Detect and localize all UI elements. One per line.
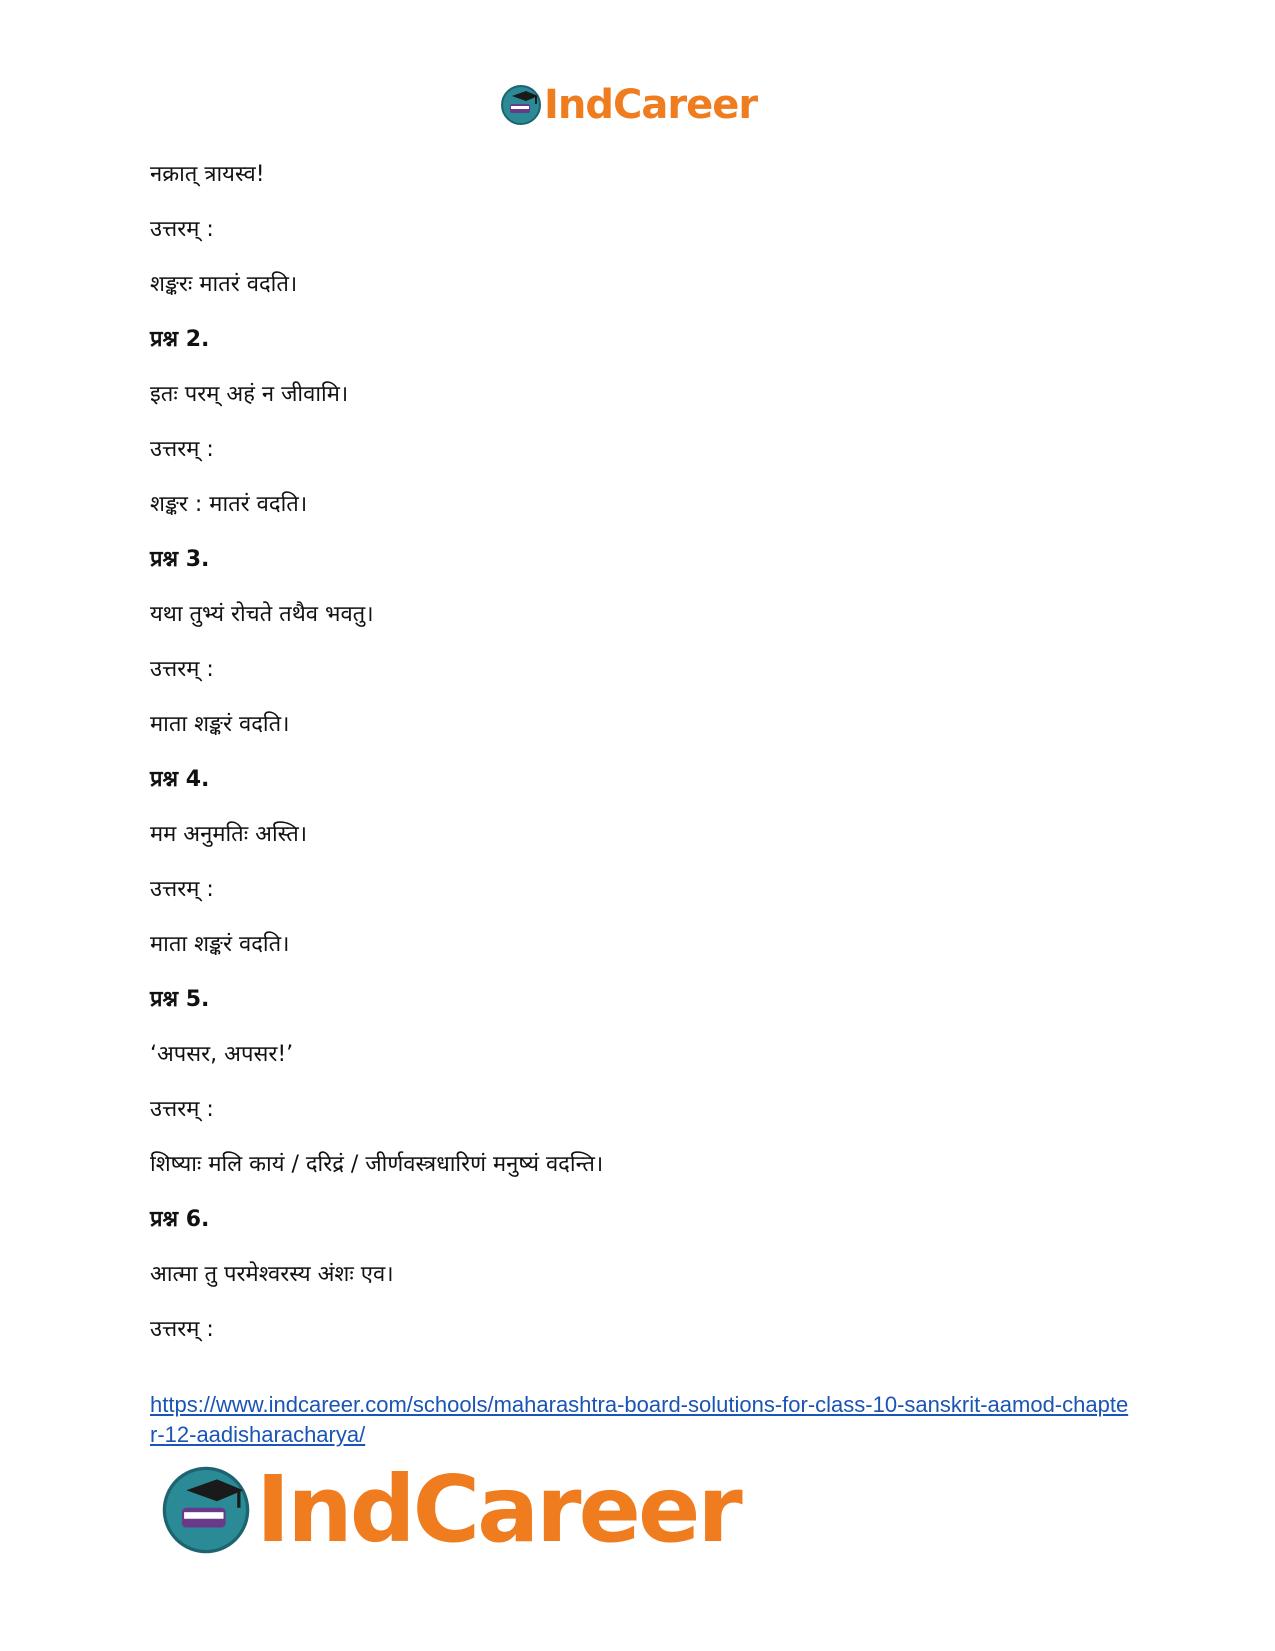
logo-text: IndCareer — [544, 82, 758, 128]
answer-label: उत्तरम् : — [150, 1096, 214, 1122]
question-heading: प्रश्न 5. — [150, 986, 210, 1012]
header-logo — [500, 80, 757, 130]
footer-logo — [160, 1455, 740, 1565]
answer-label: उत्तरम् : — [150, 436, 214, 462]
text-line: मम अनुमतिः अस्ति। — [150, 821, 308, 847]
globe-book-icon — [160, 1464, 252, 1556]
text-line: शङ्कर : मातरं वदति। — [150, 491, 308, 517]
text-line: इतः परम् अहं न जीवामि। — [150, 381, 349, 407]
text-line: शिष्याः मलि कायं / दरिद्रं / जीर्णवस्त्रधारिणं मनुष्यं वदन्ति। — [150, 1151, 604, 1177]
answer-label: उत्तरम् : — [150, 1316, 214, 1342]
answer-label: उत्तरम् : — [150, 876, 214, 902]
text-line: नक्रात् त्रायस्व! — [150, 161, 265, 187]
globe-book-icon — [500, 84, 542, 126]
text-line: आत्मा तु परमेश्वरस्य अंशः एव। — [150, 1261, 394, 1287]
answer-label: उत्तरम् : — [150, 216, 214, 242]
source-link[interactable]: https://www.indcareer.com/schools/maharashtra-board-solutions-for-class-10-sanskrit-aamod-chapter-12-aadisharacharya/ — [150, 1392, 1129, 1447]
question-heading: प्रश्न 3. — [150, 546, 210, 572]
question-heading: प्रश्न 2. — [150, 326, 210, 352]
document-body — [150, 145, 1150, 1355]
question-heading: प्रश्न 4. — [150, 766, 210, 792]
text-line: ‘अपसर, अपसर!’ — [150, 1041, 294, 1067]
question-heading: प्रश्न 6. — [150, 1206, 210, 1232]
text-line: माता शङ्करं वदति। — [150, 711, 290, 737]
answer-label: उत्तरम् : — [150, 656, 214, 682]
text-line: यथा तुभ्यं रोचते तथैव भवतु। — [150, 601, 374, 627]
logo-text: IndCareer — [256, 1456, 740, 1563]
text-line: माता शङ्करं वदति। — [150, 931, 290, 957]
text-line: शङ्करः मातरं वदति। — [150, 271, 298, 297]
